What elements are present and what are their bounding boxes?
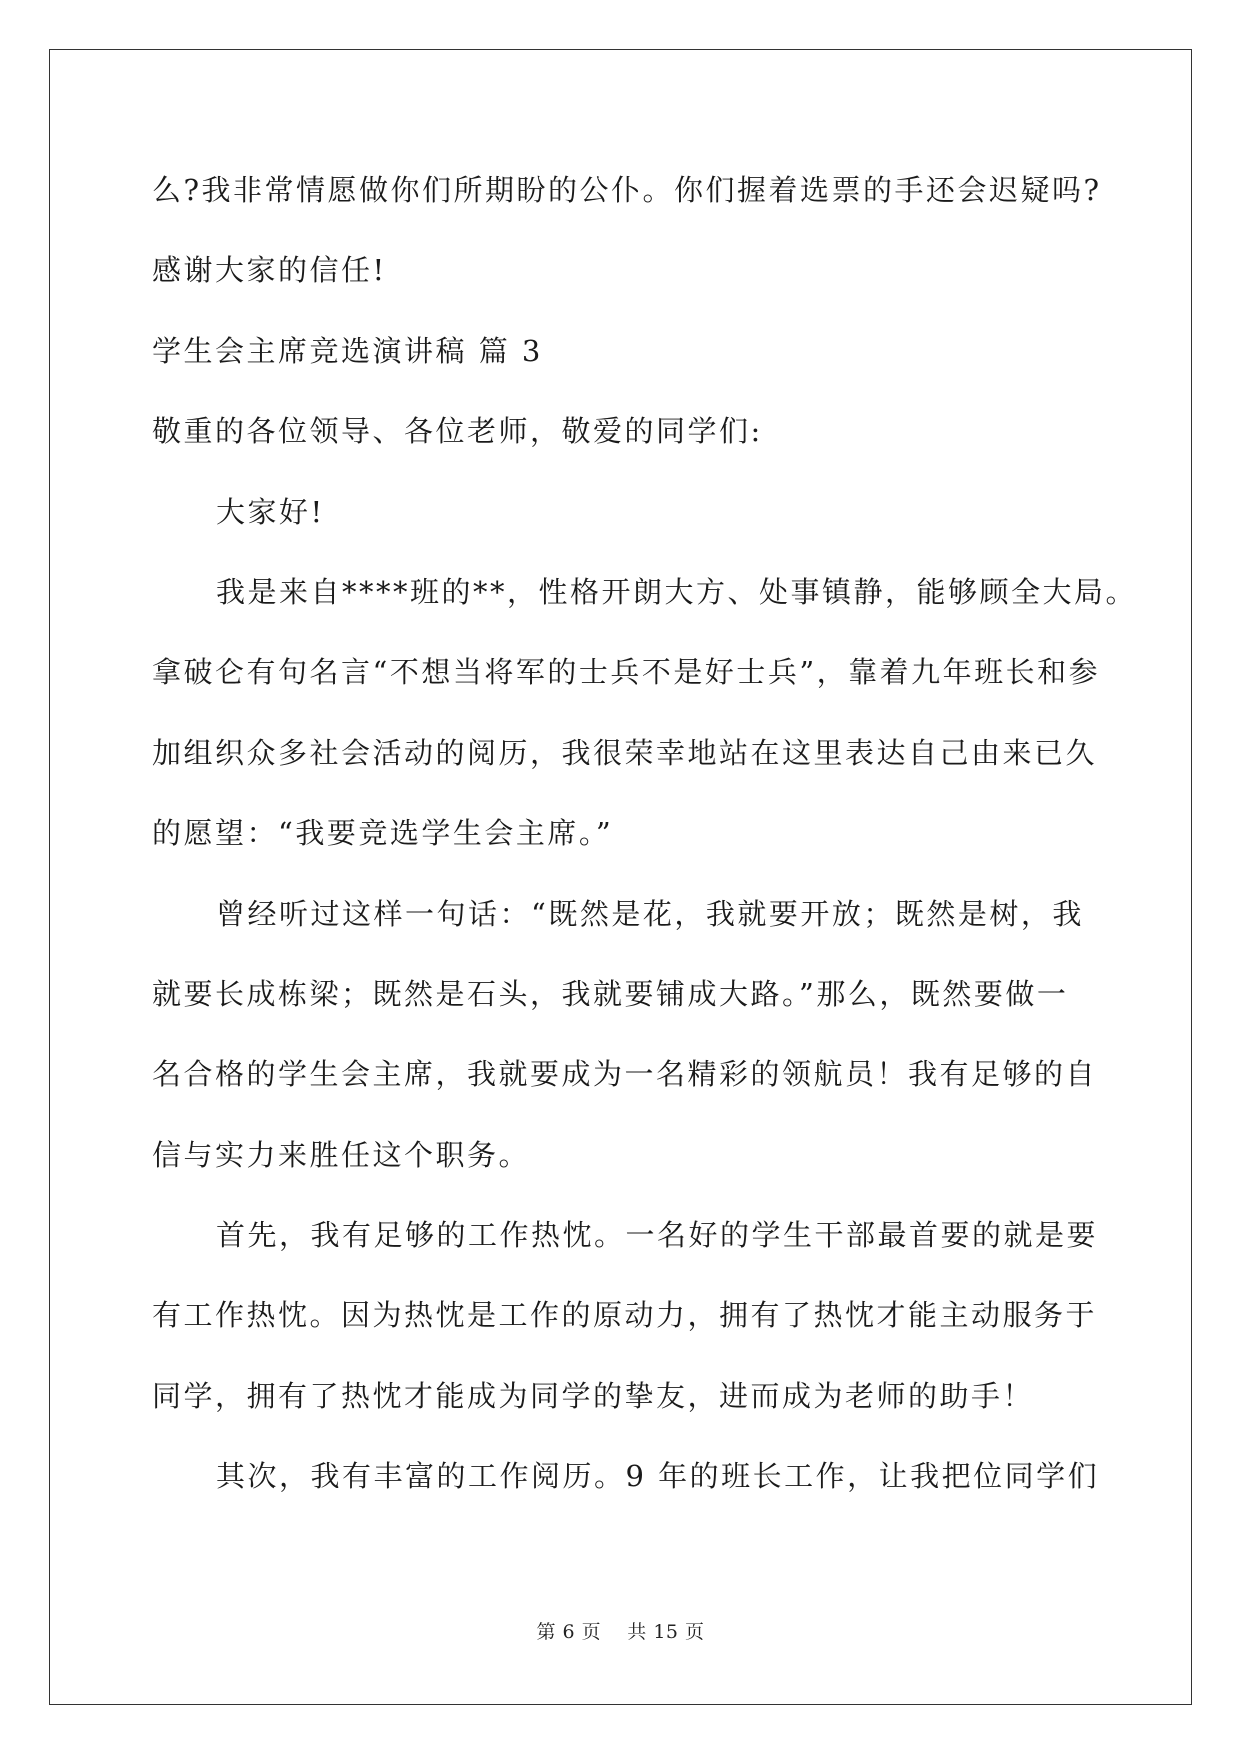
text-line: 感谢大家的信任! <box>152 253 387 287</box>
text-line: 么?我非常情愿做你们所期盼的公仆。你们握着选票的手还会迟疑吗? <box>152 173 1102 207</box>
text-line: 曾经听过这样一句话：“既然是花，我就要开放；既然是树，我 <box>216 897 1084 931</box>
text-line: 的愿望：“我要竞选学生会主席。” <box>152 816 614 850</box>
greeting: 大家好! <box>216 495 325 529</box>
text-line: 其次，我有丰富的工作阅历。9 年的班长工作，让我把位同学们 <box>216 1459 1100 1493</box>
page-number-footer <box>0 1617 1241 1644</box>
text-line: 首先，我有足够的工作热忱。一名好的学生干部最首要的就是要 <box>216 1218 1099 1252</box>
text-line: 加组织众多社会活动的阅历，我很荣幸地站在这里表达自己由来已久 <box>152 736 1098 770</box>
salutation: 敬重的各位领导、各位老师，敬爱的同学们: <box>152 414 763 448</box>
page-number-label: 第 6 页 共 15 页 <box>536 1621 705 1643</box>
text-line: 同学，拥有了热忱才能成为同学的挚友，进而成为老师的助手！ <box>152 1379 1035 1413</box>
text-line: 名合格的学生会主席，我就要成为一名精彩的领航员！我有足够的自 <box>152 1057 1098 1091</box>
text-line: 信与实力来胜任这个职务。 <box>152 1138 531 1172</box>
text-line: 我是来自****班的**，性格开朗大方、处事镇静，能够顾全大局。 <box>216 575 1138 609</box>
text-line: 有工作热忱。因为热忱是工作的原动力，拥有了热忱才能主动服务于 <box>152 1298 1098 1332</box>
text-line: 就要长成栋梁；既然是石头，我就要铺成大路。”那么，既然要做一 <box>152 977 1069 1011</box>
section-heading: 学生会主席竞选演讲稿 篇 3 <box>152 334 543 368</box>
text-line: 拿破仑有句名言“不想当将军的士兵不是好士兵”，靠着九年班长和参 <box>152 655 1101 689</box>
